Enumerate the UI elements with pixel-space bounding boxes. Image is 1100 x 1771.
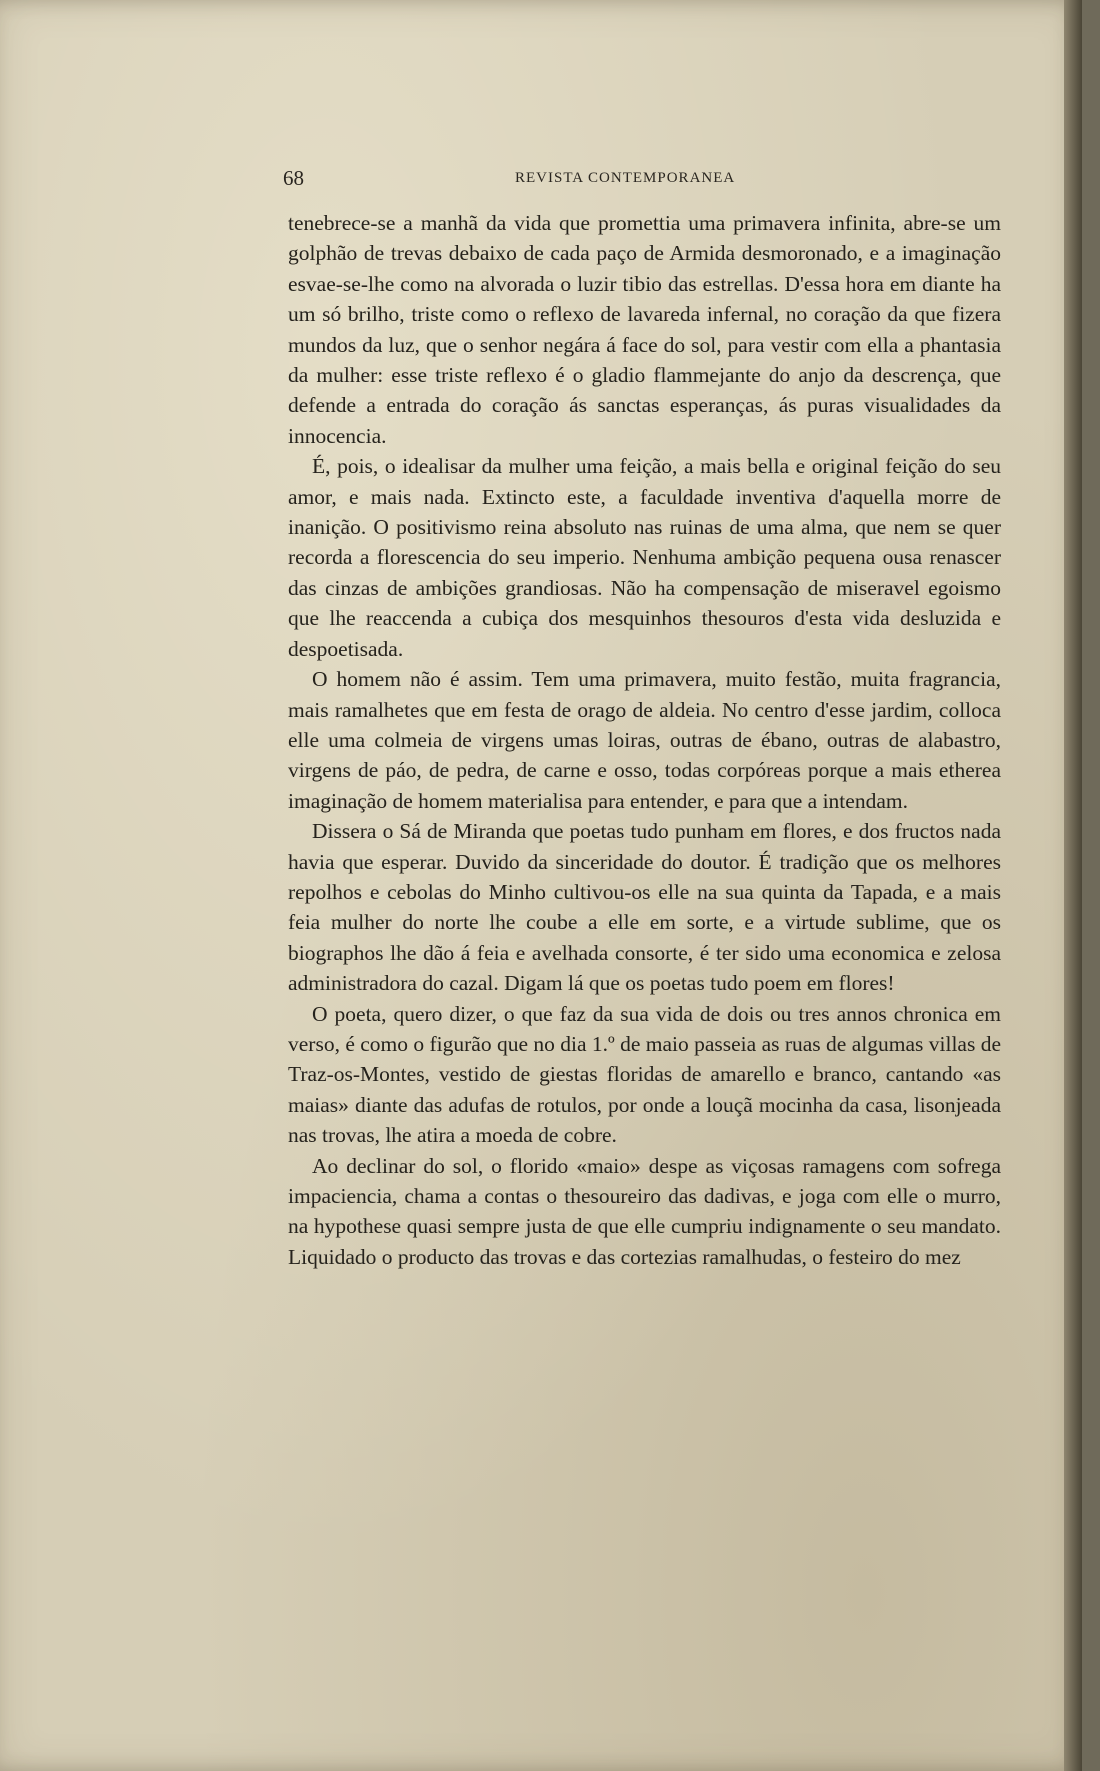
body-text: [288, 208, 1001, 1272]
page-binding-edge: [1064, 0, 1082, 1771]
paragraph-5: O poeta, quero dizer, o que faz da sua vida de dois ou tres annos chronica em verso, é como o figurão que no dia 1.º de maio passeia as ruas de algumas villas de Traz-os-Montes, vestido de giestas floridas de amarello e branco, cantando «as maias» diante das adufas de rotulos, por onde a louçã mocinha da casa, lisonjeada nas trovas, lhe atira a moeda de cobre.: [288, 1001, 1001, 1148]
paragraph-2: É, pois, o idealisar da mulher uma feição, a mais bella e original feição do seu amor, e mais nada. Extincto este, a faculdade inventiva d'aquella morre de inanição. O positivismo reina absoluto nas ruinas de uma alma, que nem se quer recorda a florescencia do seu imperio. Nenhuma ambição pequena ousa renascer das cinzas de ambições grandiosas. Não ha compensação de miseravel egoismo que lhe reaccenda a cubiça dos mesquinhos thesouros d'esta vida desluzida e despoetisada.: [288, 454, 1001, 661]
paragraph-1: tenebrece-se a manhã da vida que promettia uma primavera infinita, abre-se um golphão de trevas debaixo de cada paço de Armida desmoronado, e a imaginação esvae-se-lhe como na alvorada o luzir tibio das estrellas. D'essa hora em diante ha um só brilho, triste como o reflexo de lavareda infernal, no coração da que fizera mundos da luz, que o senhor negára á face do sol, para vestir com ella a phantasia da mulher: esse triste reflexo é o gladio flammejante do anjo da descrença, que defende a entrada do coração ás sanctas esperanças, ás puras visualidades da innocencia.: [288, 211, 1001, 448]
paragraph-4: Dissera o Sá de Miranda que poetas tudo punham em flores, e dos fructos nada havia que esperar. Duvido da sinceridade do doutor. É tradição que os melhores repolhos e cebolas do Minho cultivou-os elle na sua quinta da Tapada, e a mais feia mulher do norte lhe coube a elle em sorte, e a virtude sublime, que os biographos lhe dão á feia e avelhada consorte, é ter sido uma economica e zelosa administradora do cazal. Digam lá que os poetas tudo poem em flores!: [288, 819, 1001, 996]
paragraph-6: Ao declinar do sol, o florido «maio» despe as viçosas ramagens com sofrega impaciencia, chama a contas o thesoureiro das dadivas, e joga com elle o murro, na hypothese quasi sempre justa de que elle cumpriu indignamente o seu mandato. Liquidado o producto das trovas e das cortezias ramalhudas, o festeiro do mez: [288, 1153, 1001, 1269]
paragraph-3: O homem não é assim. Tem uma primavera, muito festão, muita fragrancia, mais ramalhetes que em festa de orago de aldeia. No centro d'esse jardim, colloca elle uma colmeia de virgens umas loiras, outras de ébano, outras de alabastro, virgens de páo, de pedra, de carne e osso, todas corpóreas porque a mais etherea imaginação de homem materialisa para entender, e para que a intendam.: [288, 667, 1001, 813]
running-title: REVISTA CONTEMPORANEA: [515, 170, 736, 186]
page-header: [283, 166, 1003, 196]
page-number: 68: [283, 166, 304, 190]
